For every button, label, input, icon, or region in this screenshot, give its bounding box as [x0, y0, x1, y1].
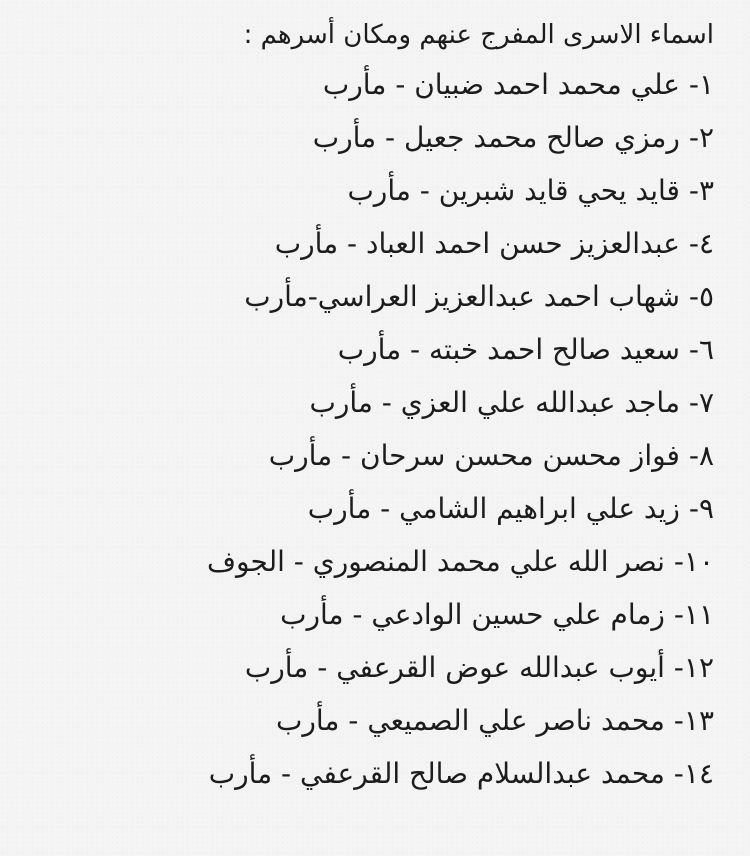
list-item: ١- علي محمد احمد ضبيان - مأرب [322, 68, 714, 101]
list-item: ٧- ماجد عبدالله علي العزي - مأرب [309, 386, 714, 419]
list-item: ٣- قايد يحي قايد شبرين - مأرب [347, 174, 714, 207]
list-item: ٢- رمزي صالح محمد جعيل - مأرب [312, 121, 714, 154]
list-item: ١٢- أيوب عبدالله عوض القرعفي - مأرب [244, 651, 714, 684]
list-item: ٨- فواز محسن محسن سرحان - مأرب [268, 439, 714, 472]
list-item: ١٤- محمد عبدالسلام صالح القرعفي - مأرب [208, 757, 714, 790]
list-heading: اسماء الاسرى المفرج عنهم ومكان أسرهم : [243, 20, 714, 50]
list-item: ١٠- نصر الله علي محمد المنصوري - الجوف [207, 545, 714, 578]
prisoner-list [20, 58, 714, 800]
list-item: ١١- زمام علي حسين الوادعي - مأرب [280, 598, 714, 631]
list-item: ٤- عبدالعزيز حسن احمد العباد - مأرب [274, 227, 714, 260]
list-item: ٩- زيد علي ابراهيم الشامي - مأرب [307, 492, 714, 525]
list-item: ٦- سعيد صالح احمد خبته - مأرب [337, 333, 714, 366]
list-item: ١٣- محمد ناصر علي الصميعي - مأرب [276, 704, 714, 737]
list-item: ٥- شهاب احمد عبدالعزيز العراسي-مأرب [244, 280, 714, 313]
